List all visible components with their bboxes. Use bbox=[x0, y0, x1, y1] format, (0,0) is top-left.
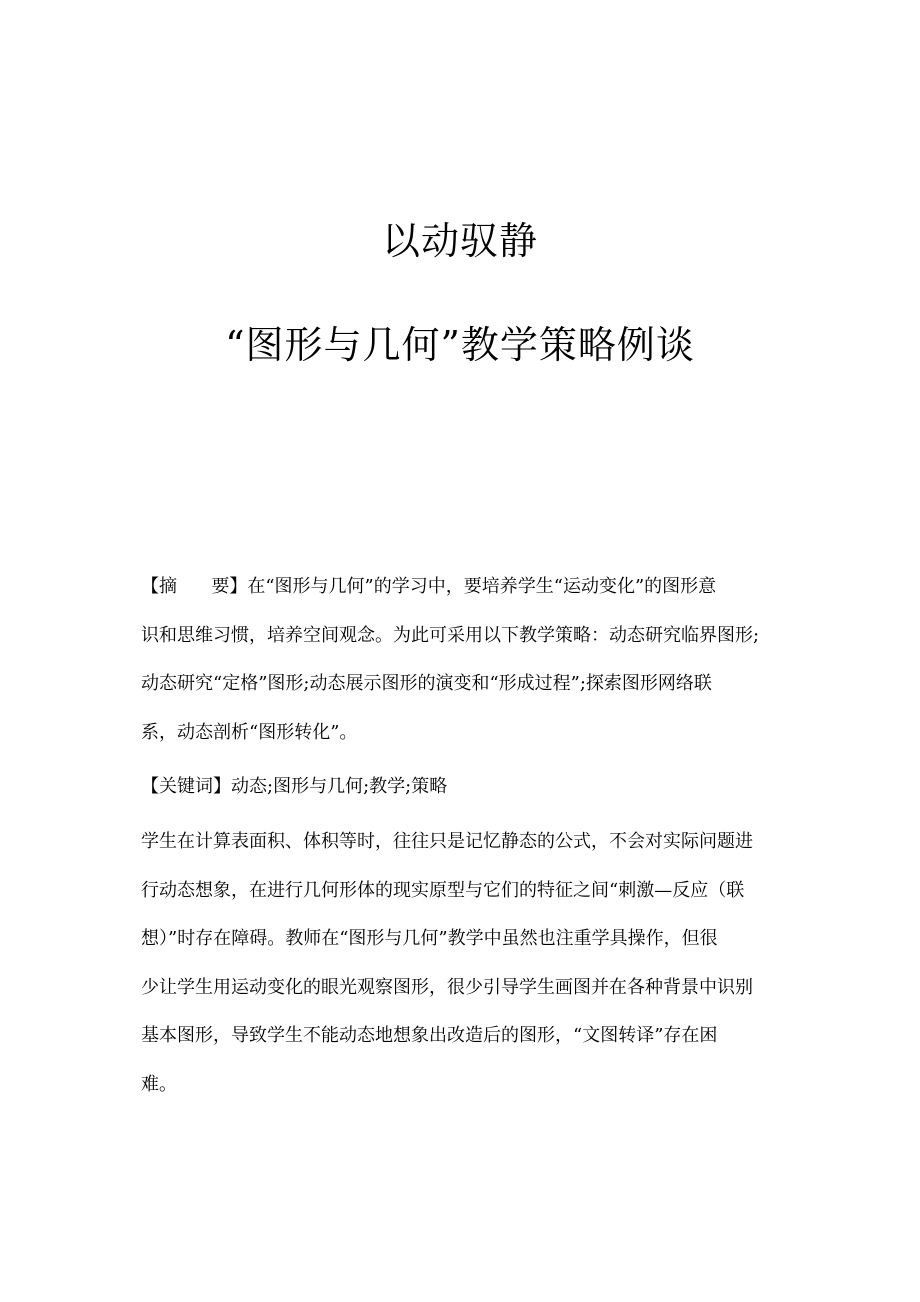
document-title: 以动驭静 bbox=[381, 219, 538, 263]
document-subtitle: “图形与几何”教学策略例谈 bbox=[225, 323, 695, 367]
keywords-line bbox=[141, 763, 781, 812]
body-paragraph bbox=[141, 818, 781, 1109]
body-line: 行动态想象，在进行几何形体的现实原型与它们的特征之间“刺激—反应（联 bbox=[141, 879, 745, 901]
abstract-line bbox=[141, 563, 781, 612]
keywords-section bbox=[141, 763, 781, 812]
body-line: 基本图形，导致学生不能动态地想象出改造后的图形，“文图转译”存在困 bbox=[141, 1025, 718, 1046]
abstract-section bbox=[141, 563, 781, 757]
body-line: 学生在计算表面积、体积等时，往往只是记忆静态的公式，不会对实际问题进 bbox=[141, 831, 753, 852]
body-line: 想）”时存在障碍。教师在“图形与几何”教学中虽然也注重学具操作，但很 bbox=[141, 928, 718, 949]
body-line: 难。 bbox=[141, 1073, 177, 1095]
abstract-text: 在“图形与几何”的学习中，要培养学生“运动变化”的图形意 bbox=[247, 576, 717, 597]
keywords-label: 【关键词】 bbox=[141, 776, 231, 797]
abstract-line: 动态研究“定格”图形;动态展示图形的演变和“形成过程”;探索图形网络联 bbox=[141, 673, 712, 694]
abstract-line: 识和思维习惯，培养空间观念。为此可采用以下教学策略：动态研究临界图形; bbox=[141, 624, 760, 646]
abstract-line: 系，动态剖析“图形转化”。 bbox=[141, 721, 358, 743]
keywords-text: 动态;图形与几何;教学;策略 bbox=[231, 776, 448, 797]
body-line: 少让学生用运动变化的眼光观察图形，很少引导学生画图并在各种背景中识别 bbox=[141, 976, 753, 998]
abstract-label: 【摘 要】 bbox=[141, 576, 248, 597]
